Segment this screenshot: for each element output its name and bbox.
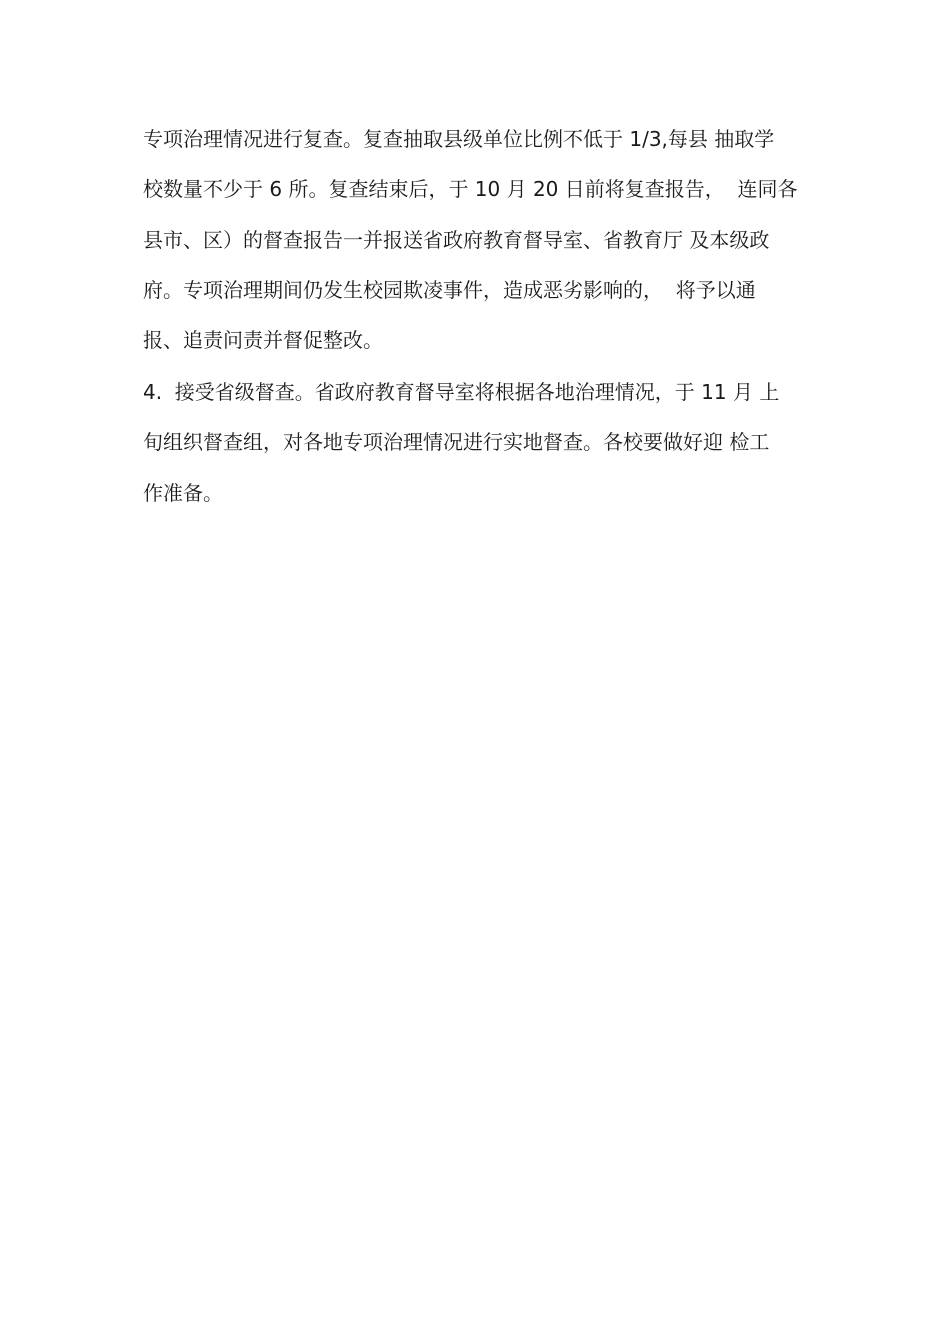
numbered-item-line: 作准备。 xyxy=(143,481,223,505)
paragraph-line: 校数量不少于 6 所。复查结束后，于 10 月 20 日前将复查报告， 连同各 xyxy=(143,177,798,201)
paragraph-line: 府。专项治理期间仍发生校园欺凌事件，造成恶劣影响的， 将予以通 xyxy=(143,278,756,302)
paragraph-line: 专项治理情况进行复查。复查抽取县级单位比例不低于 1/3,每县 抽取学 xyxy=(143,127,775,151)
numbered-item-line: 旬组织督查组，对各地专项治理情况进行实地督查。各校要做好迎 检工 xyxy=(143,430,770,454)
numbered-item-line: 4. 接受省级督查。省政府教育督导室将根据各地治理情况，于 11 月 上 xyxy=(143,380,780,404)
paragraph-line: 报、追责问责并督促整改。 xyxy=(143,328,383,352)
paragraph-line: 县市、区）的督查报告一并报送省政府教育督导室、省教育厅 及本级政 xyxy=(143,228,770,252)
